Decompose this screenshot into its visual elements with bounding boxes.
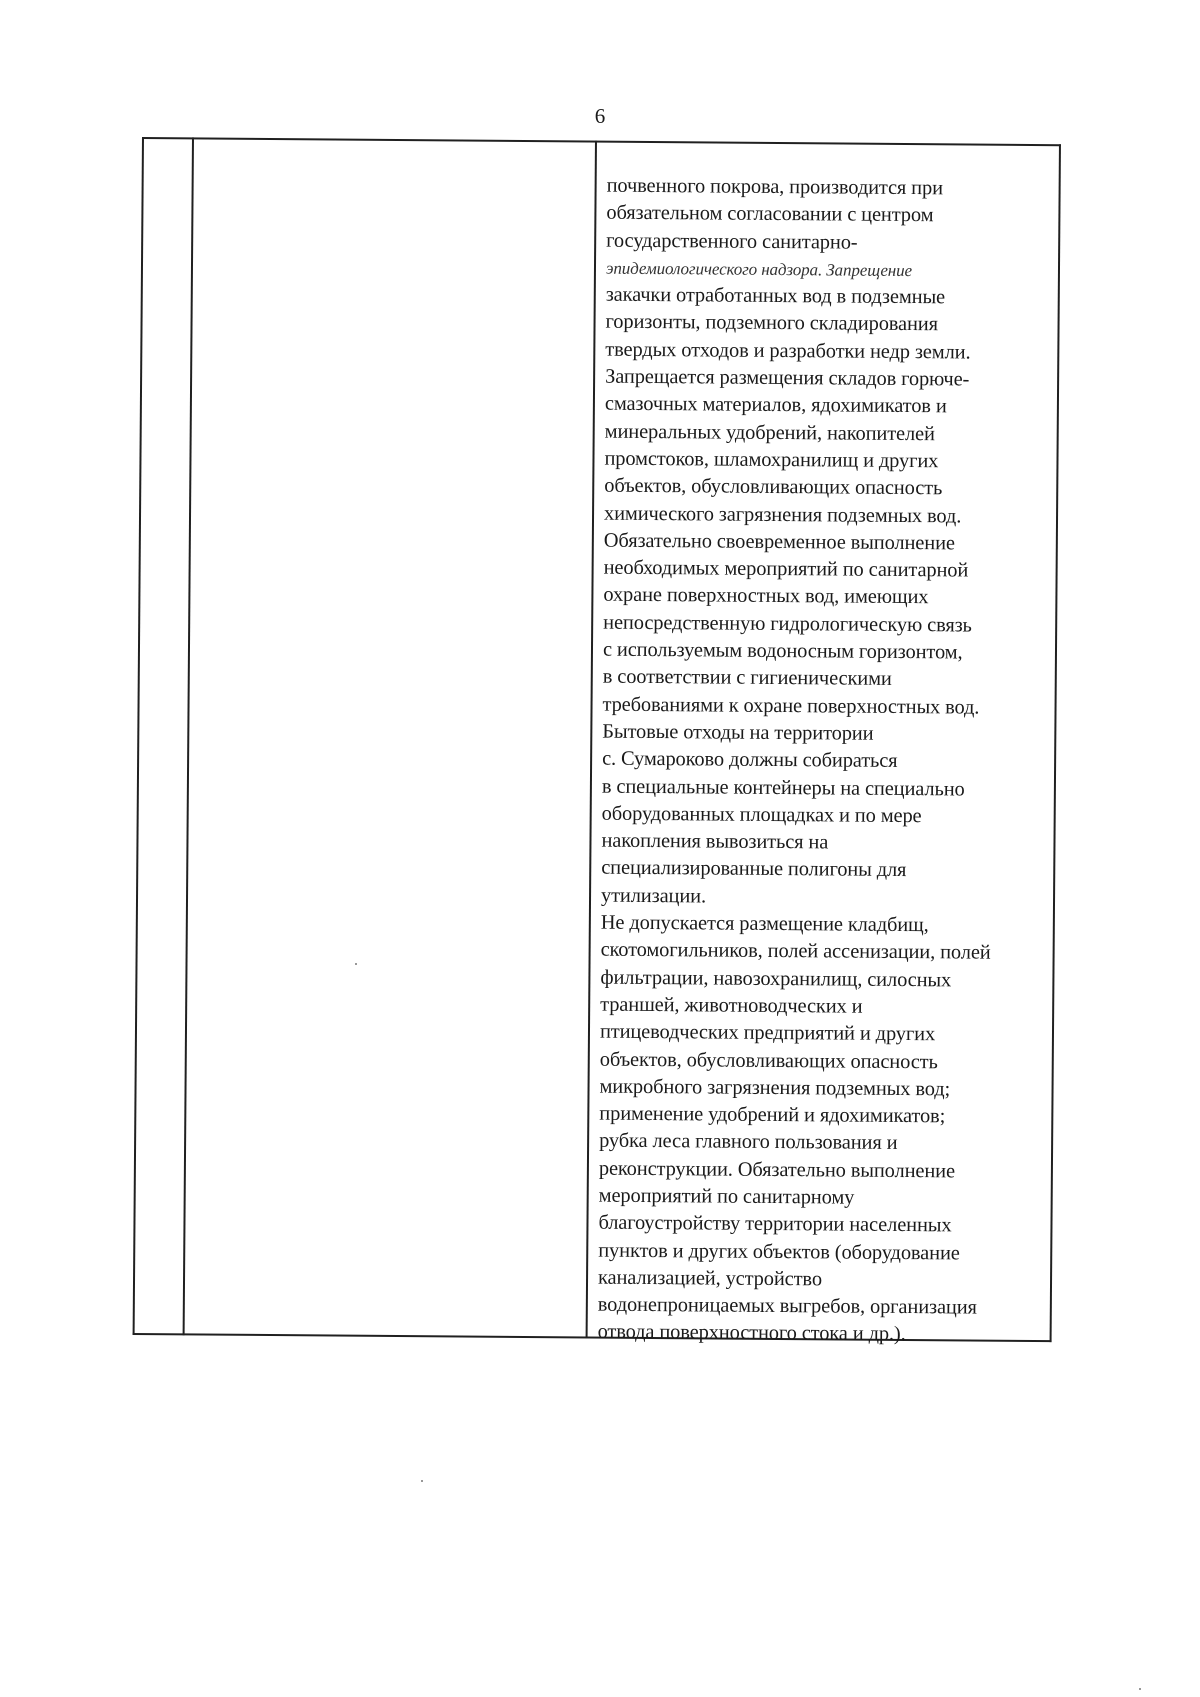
document-table [133, 137, 1061, 1346]
text-line: благоустройству территории населенных [598, 1211, 952, 1237]
text-line: накопления вывозиться на [601, 829, 829, 854]
text-line: государственного санитарно- [606, 229, 858, 254]
table-left-border [133, 137, 144, 1335]
text-line: смазочных материалов, ядохимикатов и [604, 393, 947, 418]
text-line: мероприятий по санитарному [598, 1184, 855, 1209]
text-line: необходимых мероприятий по санитарной [603, 556, 969, 582]
text-line: требованиями к охране поверхностных вод. [602, 693, 980, 719]
text-line: Запрещается размещения складов горюче- [605, 365, 970, 391]
text-line: в специальные контейнеры на специально [601, 775, 965, 801]
text-line: химического загрязнения подземных вод. [603, 502, 962, 528]
requirements-text-cell [598, 173, 1053, 1350]
scan-speck [355, 963, 357, 965]
text-line: с. Сумароково должны собираться [602, 747, 898, 773]
text-line: Обязательно своевременное выполнение [603, 529, 955, 555]
text-line: отвода поверхностного стока и др.). [597, 1321, 906, 1346]
text-line: минеральных удобрений, накопителей [604, 420, 935, 445]
text-line: применение удобрений и ядохимикатов; [599, 1102, 946, 1128]
text-line: специализированные полигоны для [601, 857, 907, 882]
text-line: Не допускается размещение кладбищ, [600, 911, 929, 937]
text-line: непосредственную гидрологическую связь [603, 611, 972, 637]
text-line: горизонты, подземного складирования [605, 311, 939, 336]
table-top-border [142, 137, 1061, 146]
text-line: почвенного покрова, производится при [606, 174, 944, 200]
text-line: водонепроницаемых выгребов, организация [597, 1293, 977, 1319]
text-line: объектов, обусловливающих опасность [604, 474, 943, 500]
text-line: фильтрации, навозохранилищ, силосных [600, 966, 952, 991]
text-line: закачки отработанных вод в подземные [605, 283, 946, 309]
text-line: охране поверхностных вод, имеющих [603, 584, 929, 609]
column-divider-2 [586, 141, 597, 1339]
text-line: Бытовые отходы на территории [602, 720, 874, 745]
text-line: обязательном согласовании с центром [606, 201, 934, 227]
text-line: эпидемиологического надзора. Запрещение [605, 258, 913, 280]
column-divider-1 [183, 137, 194, 1335]
text-line: утилизации. [600, 884, 707, 908]
text-line: птицеводческих предприятий и других [599, 1020, 936, 1046]
text-line: микробного загрязнения подземных вод; [599, 1075, 951, 1101]
scan-speck [421, 1480, 423, 1482]
text-line: твердых отходов и разработки недр земли. [605, 338, 971, 364]
text-line: канализацией, устройство [597, 1266, 823, 1291]
text-line: пунктов и других объектов (оборудование [598, 1239, 960, 1265]
text-line: промстоков, шламохранилищ и других [604, 447, 939, 473]
text-line: оборудованных площадках и по мере [601, 802, 922, 827]
text-line: в соответствии с гигиеническими [602, 665, 892, 691]
text-line: реконструкции. Обязательно выполнение [598, 1157, 956, 1183]
text-line: объектов, обусловливающих опасность [599, 1048, 938, 1073]
text-line: с используемым водоносным горизонтом, [602, 638, 963, 664]
page-number: 6 [594, 104, 606, 128]
text-line: траншей, животноводческих и [600, 993, 863, 1018]
text-line: скотомогильников, полей ассенизации, полей [600, 938, 991, 965]
text-line: рубка леса главного пользования и [599, 1130, 898, 1155]
scan-speck [1139, 1688, 1141, 1690]
